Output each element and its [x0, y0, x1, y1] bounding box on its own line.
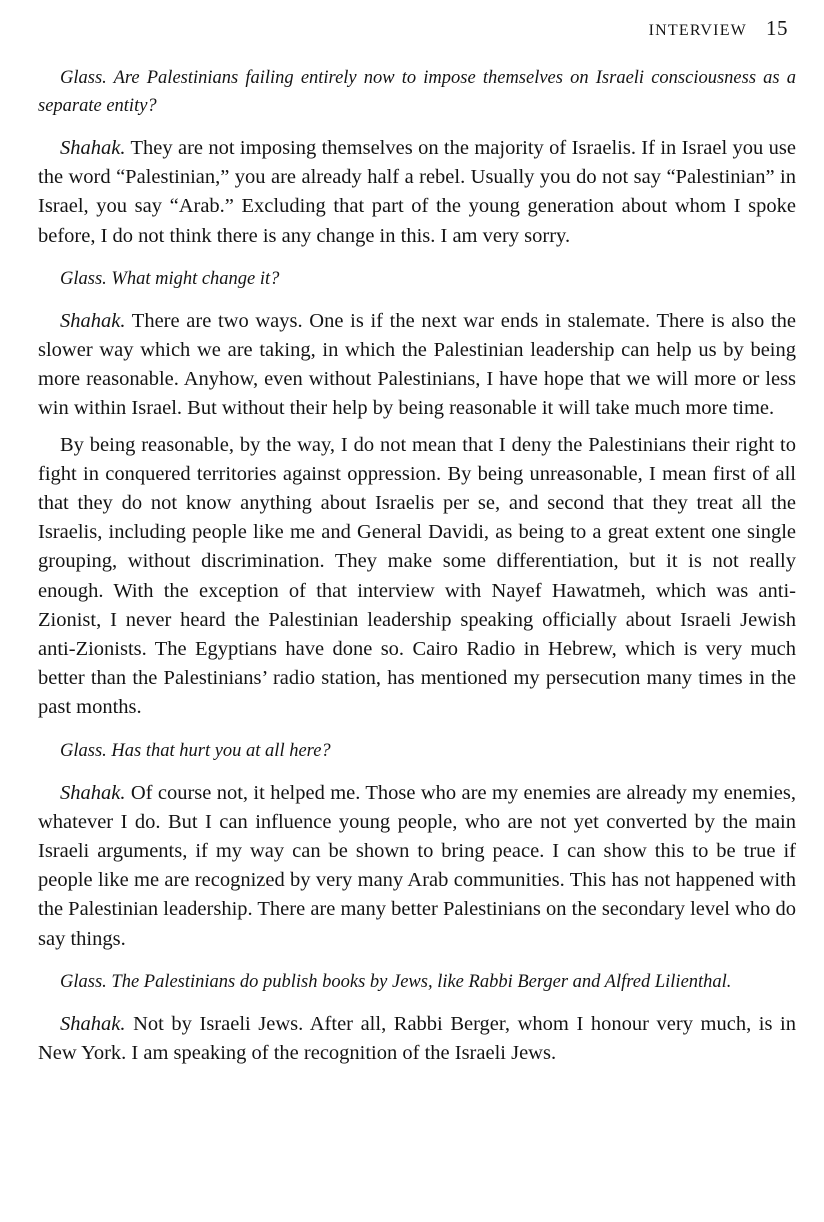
- answer-paragraph: [38, 1010, 796, 1068]
- interview-body: [38, 64, 796, 1082]
- paragraph-text: They are not imposing themselves on the majority of Israelis. If in Israel you use the word “Palestinian,” you are already half a rebel. Usually you do not say “Palestinian” in Israel, you say “Arab.” Excluding that part of the young generation about whom I spoke before, I do not think there is any change in this. I am very sorry.: [38, 137, 796, 247]
- page-number: 15: [766, 16, 788, 40]
- paragraph-text: Of course not, it helped me. Those who are my enemies are already my enemies, whatever I do. But I can influence young people, who are not yet converted by the main Israeli arguments, if my way can be shown to bring peace. I can show this to be true if people like me are recognized by very many Arab communities. This has not happened with the Palestinian leadership. There are many better Palestinians on the secondary level who do say things.: [38, 781, 797, 950]
- answer-paragraph: [38, 779, 796, 954]
- speaker-label: Glass.: [60, 268, 107, 289]
- book-page: [38, 10, 796, 1210]
- speaker-label: Shahak.: [60, 309, 126, 332]
- running-head-title: INTERVIEW: [648, 22, 747, 39]
- paragraph-text: Has that hurt you at all here?: [111, 740, 331, 761]
- speaker-label: Shahak.: [60, 1012, 126, 1035]
- running-head: [649, 16, 788, 41]
- question-paragraph: [38, 64, 796, 120]
- question-paragraph: [38, 737, 796, 765]
- paragraph-text: What might change it?: [111, 268, 280, 289]
- continuation-paragraph: [38, 431, 796, 723]
- question-paragraph: [38, 265, 796, 293]
- paragraph-text: Not by Israeli Jews. After all, Rabbi Berger, whom I honour very much, is in New York. I am speaking of the recognition of the Israeli Jews.: [38, 1012, 797, 1065]
- speaker-label: Glass.: [60, 740, 107, 761]
- paragraph-text: There are two ways. One is if the next war ends in stalemate. There is also the slower way which we are taking, in which the Palestinian leadership can help us by being more reasonable. Anyhow, even without Palestinians, I have hope that we will more or less win within Israel. But without their help by being reasonable it will take much more time.: [38, 309, 796, 420]
- paragraph-text: By being reasonable, by the way, I do not mean that I deny the Palestinians their right to fight in conquered territories against oppression. By being unreasonable, I mean first of all that they do not know anything about Israelis per se, and second that they treat all the Israelis, including people like me and General Davidi, as being to a great extent one single grouping, without discrimination. They make some differentiation, but it is not really enough. With the exception of that interview with Nayef Hawatmeh, which was anti-Zionist, I never heard the Palestinian leadership speaking officially about Israeli Jewish anti-Zionists. The Egyptians have done so. Cairo Radio in Hebrew, which is very much better than the Palestinians’ radio station, has mentioned my persecution many times in the past months.: [38, 433, 796, 719]
- speaker-label: Shahak.: [60, 781, 126, 804]
- speaker-label: Glass.: [60, 68, 107, 88]
- speaker-label: Glass.: [60, 971, 107, 992]
- paragraph-text: The Palestinians do publish books by Jews, like Rabbi Berger and Alfred Lilienthal.: [111, 971, 732, 992]
- question-paragraph: [38, 968, 796, 996]
- answer-paragraph: [38, 307, 796, 424]
- paragraph-text: Are Palestinians failing entirely now to impose themselves on Israeli consciousness as a separate entity?: [38, 68, 796, 116]
- speaker-label: Shahak.: [60, 137, 126, 159]
- answer-paragraph: [38, 134, 796, 251]
